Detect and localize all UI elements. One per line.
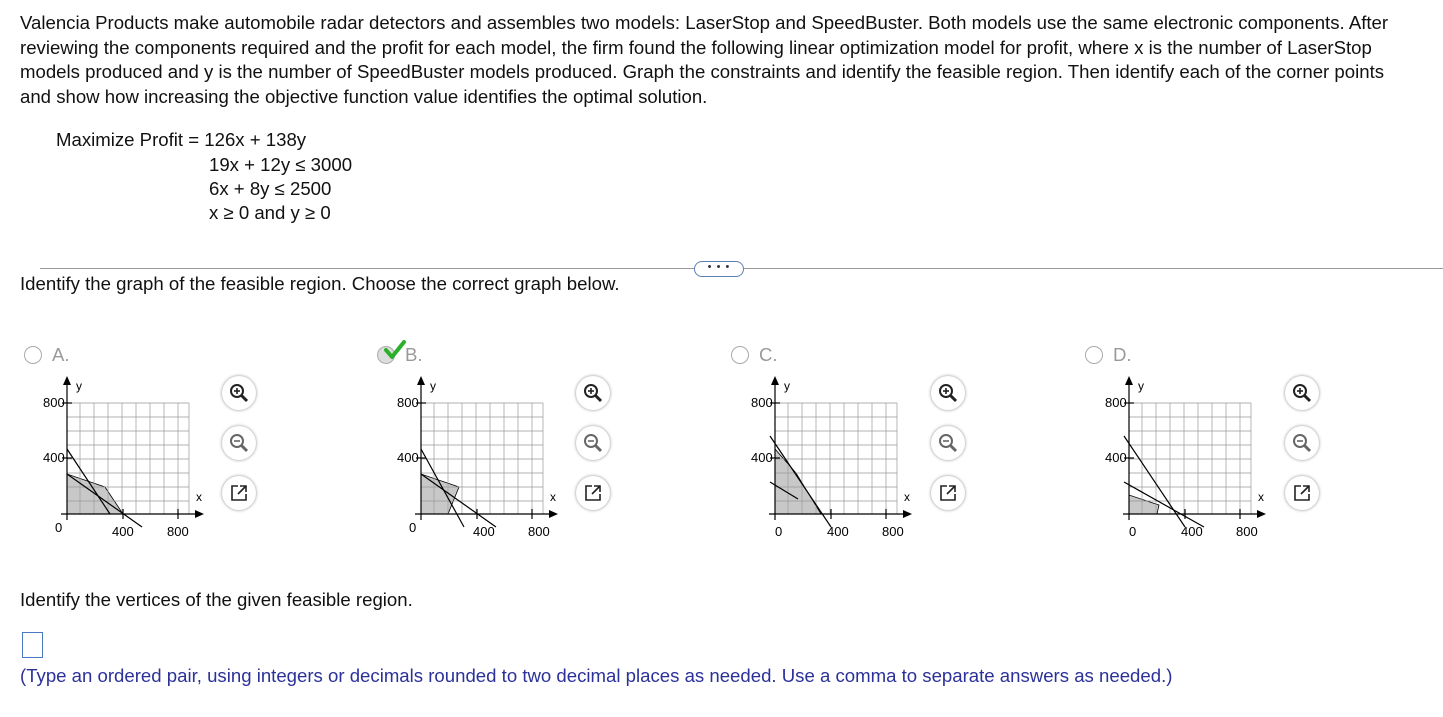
problem-line: Valencia Products make automobile radar detectors and assembles two models: LaserStop and SpeedBuster. Both models use the same electronic components. After (20, 12, 1389, 33)
tick-label-x400: 400 (1181, 524, 1203, 539)
vertices-prompt: Identify the vertices of the given feasible region. (20, 589, 413, 610)
zoom-in-icon (583, 383, 603, 403)
x-axis-arrow (903, 510, 912, 518)
tick-label-x400: 400 (827, 524, 849, 539)
tick-label-x800: 800 (167, 524, 189, 539)
option-a-label: A. (52, 344, 70, 365)
option-d-label: D. (1113, 344, 1132, 365)
option-d-radio[interactable] (1085, 346, 1103, 364)
tick-label-x800: 800 (528, 524, 550, 539)
y-axis-arrow (63, 376, 71, 385)
constraint-2: 6x + 8y ≤ 2500 (209, 178, 332, 199)
zoom-in-icon (229, 383, 249, 403)
zoom-out-icon (1292, 433, 1312, 453)
tick-label-origin: 0 (775, 524, 783, 539)
option-b-label: B. (405, 344, 423, 365)
tick-label-y800: 800 (1105, 395, 1127, 410)
tick-label-y800: 800 (751, 395, 773, 410)
tick-label-y400: 400 (43, 450, 65, 465)
y-axis-label: y (430, 379, 436, 393)
show-more-button[interactable]: • • • (694, 261, 744, 277)
grid (1129, 403, 1251, 514)
y-axis-label: y (1138, 379, 1144, 393)
tick-label-y400: 400 (1105, 450, 1127, 465)
x-axis-arrow (549, 510, 558, 518)
option-b-graph (384, 370, 569, 545)
option-c-graph (738, 370, 923, 545)
y-axis-arrow (417, 376, 425, 385)
option-b-zoom-in-button[interactable] (576, 376, 610, 410)
y-axis-label: y (76, 379, 82, 393)
option-b-popout-button[interactable] (576, 476, 610, 510)
option-a-graph (30, 370, 215, 545)
x-axis-label: x (904, 490, 910, 504)
x-axis-label: x (1258, 490, 1264, 504)
x-axis-label: x (196, 490, 202, 504)
y-axis-arrow (1125, 376, 1133, 385)
tick-label-x400: 400 (473, 524, 495, 539)
zoom-in-icon (938, 383, 958, 403)
x-axis-arrow (1257, 510, 1266, 518)
popout-icon (938, 483, 958, 503)
option-b-zoom-out-button[interactable] (576, 426, 610, 460)
problem-line: models produced and y is the number of SpeedBuster models produced. Graph the constraints and identify the feasible region. Then identify each of the corner points (20, 61, 1385, 82)
popout-icon (229, 483, 249, 503)
problem-line: reviewing the components required and the profit for each model, the firm found the following linear optimization model for profit, where x is the number of LaserStop (20, 36, 1372, 58)
zoom-out-icon (229, 433, 249, 453)
zoom-out-icon (583, 433, 603, 453)
feasible-region (1129, 495, 1159, 514)
y-axis-label: y (784, 379, 790, 393)
option-d-zoom-in-button[interactable] (1285, 376, 1319, 410)
popout-icon (583, 483, 603, 503)
problem-line: and show how increasing the objective function value identifies the optimal solution. (20, 85, 708, 107)
option-d-graph (1092, 370, 1277, 545)
option-d-zoom-out-button[interactable] (1285, 426, 1319, 460)
popout-icon (1292, 483, 1312, 503)
objective-function: Maximize Profit = 126x + 138y (56, 129, 307, 150)
option-a-radio[interactable] (24, 346, 42, 364)
tick-label-y800: 800 (43, 395, 65, 410)
constraint-1: 19x + 12y ≤ 3000 (209, 154, 353, 175)
tick-label-x400: 400 (112, 524, 134, 539)
option-c-label: C. (759, 344, 778, 365)
tick-label-y400: 400 (751, 450, 773, 465)
problem-statement (20, 11, 1443, 109)
check-icon (384, 340, 406, 360)
option-c-popout-button[interactable] (931, 476, 965, 510)
y-axis-arrow (771, 376, 779, 385)
tick-label-x800: 800 (882, 524, 904, 539)
option-a-popout-button[interactable] (222, 476, 256, 510)
cut-off-instruction (20, 273, 650, 298)
tick-label-origin: 0 (409, 520, 417, 535)
option-c-zoom-out-button[interactable] (931, 426, 965, 460)
tick-label-x800: 800 (1236, 524, 1258, 539)
zoom-out-icon (938, 433, 958, 453)
tick-label-origin: 0 (55, 520, 63, 535)
tick-label-y800: 800 (397, 395, 419, 410)
answer-hint: (Type an ordered pair, using integers or decimals rounded to two decimal places as needed. Use a comma to separate answers as needed.) (20, 665, 1173, 686)
zoom-in-icon (1292, 383, 1312, 403)
option-a-zoom-in-button[interactable] (222, 376, 256, 410)
x-axis-label: x (550, 490, 556, 504)
tick-label-y400: 400 (397, 450, 419, 465)
option-c-zoom-in-button[interactable] (931, 376, 965, 410)
tick-label-origin: 0 (1129, 524, 1137, 539)
option-d-popout-button[interactable] (1285, 476, 1319, 510)
constraint-3: x ≥ 0 and y ≥ 0 (209, 202, 331, 223)
option-c-radio[interactable] (731, 346, 749, 364)
option-a-zoom-out-button[interactable] (222, 426, 256, 460)
cut-off-instruction-text: Identify the graph of the feasible region. Choose the correct graph below. (20, 273, 620, 294)
x-axis-arrow (195, 510, 204, 518)
answer-input[interactable] (22, 632, 43, 658)
